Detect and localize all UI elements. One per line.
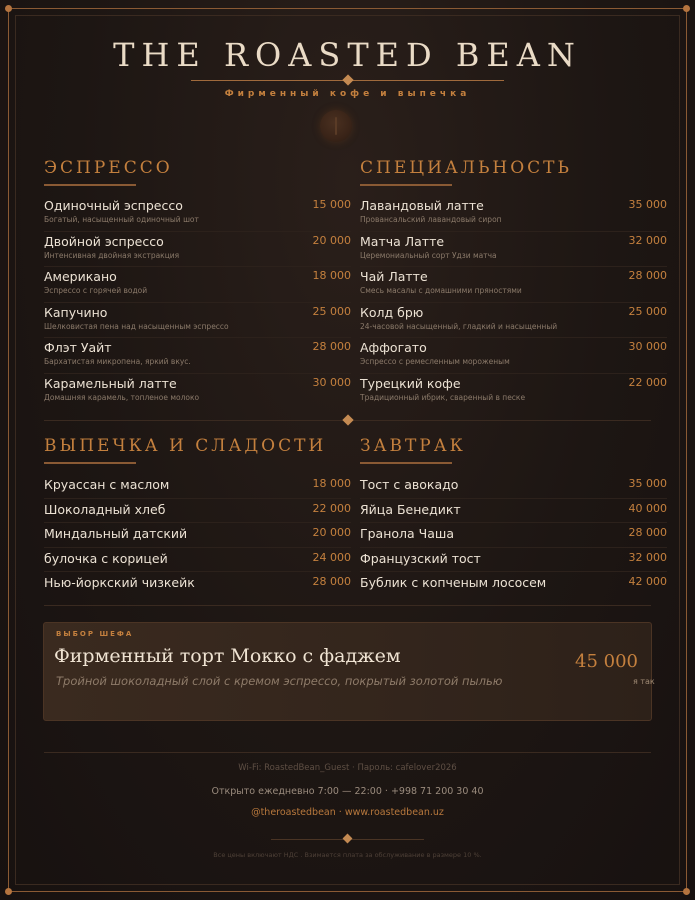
menu-list [360, 474, 667, 597]
section-title: ВЫПЕЧКА И СЛАДОСТИ [44, 436, 327, 456]
menu-item-price: 30 000 [312, 375, 351, 389]
chef-choice-label: ВЫБОР ШЕФА [56, 630, 134, 638]
page-subtitle: Фирменный кофе и выпечка [224, 89, 471, 99]
chef-choice-card [43, 622, 655, 721]
menu-item [360, 548, 667, 573]
menu-item-name: Тост с авокадо [360, 477, 459, 492]
menu-item-price: 28 000 [628, 269, 667, 282]
menu-item-description: Шелковистая пена над насыщенным эспрессо [44, 321, 229, 331]
menu-item-price: 25 000 [312, 304, 351, 318]
menu-item-name: Французский тост [360, 550, 481, 566]
coffee-bean-icon [320, 110, 352, 142]
menu-item-price: 28 000 [628, 526, 667, 540]
menu-item-price: 32 000 [628, 550, 667, 564]
menu-item [44, 374, 351, 410]
menu-item [360, 196, 667, 232]
menu-item-price: 32 000 [628, 233, 667, 247]
chef-choice-price: 45 000 [575, 651, 638, 672]
chef-choice-description: Тройной шоколадный слой с кремом эспрессо, покрытый золотой пылью [56, 674, 503, 688]
menu-item-name: Круассан с маслом [44, 477, 170, 492]
chef-choice-name: Фирменный торт Мокко с фаджем [54, 645, 401, 667]
menu-item-description: 24-часовой насыщенный, гладкий и насыщенный [360, 321, 558, 331]
menu-item-price: 40 000 [628, 501, 667, 515]
menu-list [44, 196, 351, 409]
menu-item [360, 374, 667, 410]
menu-item-description: Церемониальный сорт Удзи матча [360, 250, 497, 260]
corner-dot-icon [5, 888, 12, 895]
menu-item [44, 523, 351, 548]
section-title: ЭСПРЕССО [44, 158, 173, 178]
menu-item [44, 232, 351, 268]
menu-item-price: 25 000 [628, 304, 667, 318]
menu-item-name: Колд брю [360, 304, 424, 320]
menu-item [44, 338, 351, 374]
section-title: СПЕЦИАЛЬНОСТЬ [360, 158, 572, 178]
menu-item-name: Шоколадный хлеб [44, 501, 166, 517]
menu-item-price: 35 000 [628, 198, 667, 211]
wifi-info: Wi-Fi: RoastedBean_Guest · Пароль: cafelover2026 [238, 763, 457, 773]
menu-item [360, 232, 667, 268]
menu-item [360, 572, 667, 597]
menu-item-name: Аффогато [360, 340, 427, 355]
menu-item [44, 196, 351, 232]
section-breakfast [360, 435, 667, 597]
menu-item [44, 474, 351, 499]
section-pastries [44, 435, 351, 597]
section-espresso [44, 157, 351, 409]
menu-item-name: Яйца Бенедикт [360, 501, 461, 517]
menu-item [360, 338, 667, 374]
section-rule [360, 462, 452, 464]
menu-item-description: Бархатистая микропена, яркий вкус. [44, 357, 191, 366]
menu-item-price: 15 000 [312, 198, 351, 211]
menu-item-name: Бублик с копченым лососем [360, 575, 547, 591]
social-links[interactable]: @theroastedbean · www.roastedbean.uz [251, 807, 444, 818]
menu-item-name: Матча Латте [360, 233, 445, 249]
menu-item [44, 548, 351, 573]
menu-item-name: Карамельный латте [44, 375, 177, 391]
menu-item-price: 28 000 [312, 575, 351, 589]
menu-item-name: Миндальный датский [44, 526, 188, 542]
menu-item-description: Эспрессо с горячей водой [44, 286, 148, 295]
price-note: Все цены включают НДС . Взимается плата за обслуживание в размере 10 %. [213, 851, 482, 859]
menu-item-name: Капучино [44, 304, 108, 320]
menu-item-price: 24 000 [312, 550, 351, 564]
menu-item-name: Флэт Уайт [44, 340, 112, 355]
section-rule [360, 184, 452, 186]
section-specialty [360, 157, 667, 409]
menu-list [360, 196, 667, 409]
menu-item [360, 267, 667, 303]
section-rule [44, 184, 136, 186]
menu-item-name: Нью-йоркский чизкейк [44, 575, 195, 591]
menu-item-price: 22 000 [312, 501, 351, 515]
menu-item-description: Эспрессо с ремесленным мороженым [360, 357, 510, 366]
menu-item [360, 523, 667, 548]
menu-item-name: Двойной эспрессо [44, 233, 164, 249]
menu-list [44, 474, 351, 597]
corner-dot-icon [683, 888, 690, 895]
menu-item-name: Чай Латте [360, 269, 428, 284]
corner-dot-icon [5, 5, 12, 12]
menu-item-name: Американо [44, 269, 117, 284]
menu-item-price: 42 000 [628, 575, 667, 589]
menu-item [360, 303, 667, 339]
menu-item-name: Лавандовый латте [360, 198, 484, 213]
menu-item [44, 267, 351, 303]
section-title: ЗАВТРАК [360, 436, 466, 456]
menu-item-description: Интенсивная двойная экстракция [44, 250, 180, 260]
menu-item-description: Традиционный ибрик, сваренный в песке [360, 392, 526, 402]
menu-item-price: 35 000 [628, 477, 667, 490]
menu-item-price: 20 000 [312, 526, 351, 540]
menu-item-description: Провансальский лавандовый сироп [360, 215, 502, 224]
menu-item [360, 499, 667, 524]
chef-choice-tail-text: я так [633, 677, 655, 686]
menu-item-description: Домашняя карамель, топленое молоко [44, 392, 200, 402]
menu-item [44, 303, 351, 339]
menu-item-price: 18 000 [312, 477, 351, 490]
menu-item-name: булочка с корицей [44, 550, 168, 566]
menu-item-price: 28 000 [312, 340, 351, 353]
menu-item-name: Одиночный эспрессо [44, 198, 183, 213]
menu-item-price: 18 000 [312, 269, 351, 282]
section-divider [44, 605, 651, 606]
menu-item-price: 30 000 [628, 340, 667, 353]
footer-divider [44, 752, 651, 753]
corner-dot-icon [683, 5, 690, 12]
menu-item [44, 499, 351, 524]
menu-item-name: Турецкий кофе [360, 375, 461, 391]
opening-hours: Открыто ежедневно 7:00 — 22:00 · +998 71 200 30 40 [211, 786, 484, 797]
menu-item-description: Богатый, насыщенный одиночный шот [44, 215, 199, 224]
menu-item [360, 474, 667, 499]
page-title: THE ROASTED BEAN [113, 36, 582, 74]
menu-item-name: Гранола Чаша [360, 526, 454, 542]
section-rule [44, 462, 136, 464]
menu-item-price: 20 000 [312, 233, 351, 247]
menu-item-price: 22 000 [628, 375, 667, 389]
menu-item-description: Смесь масалы с домашними пряностями [360, 286, 522, 295]
menu-item [44, 572, 351, 597]
